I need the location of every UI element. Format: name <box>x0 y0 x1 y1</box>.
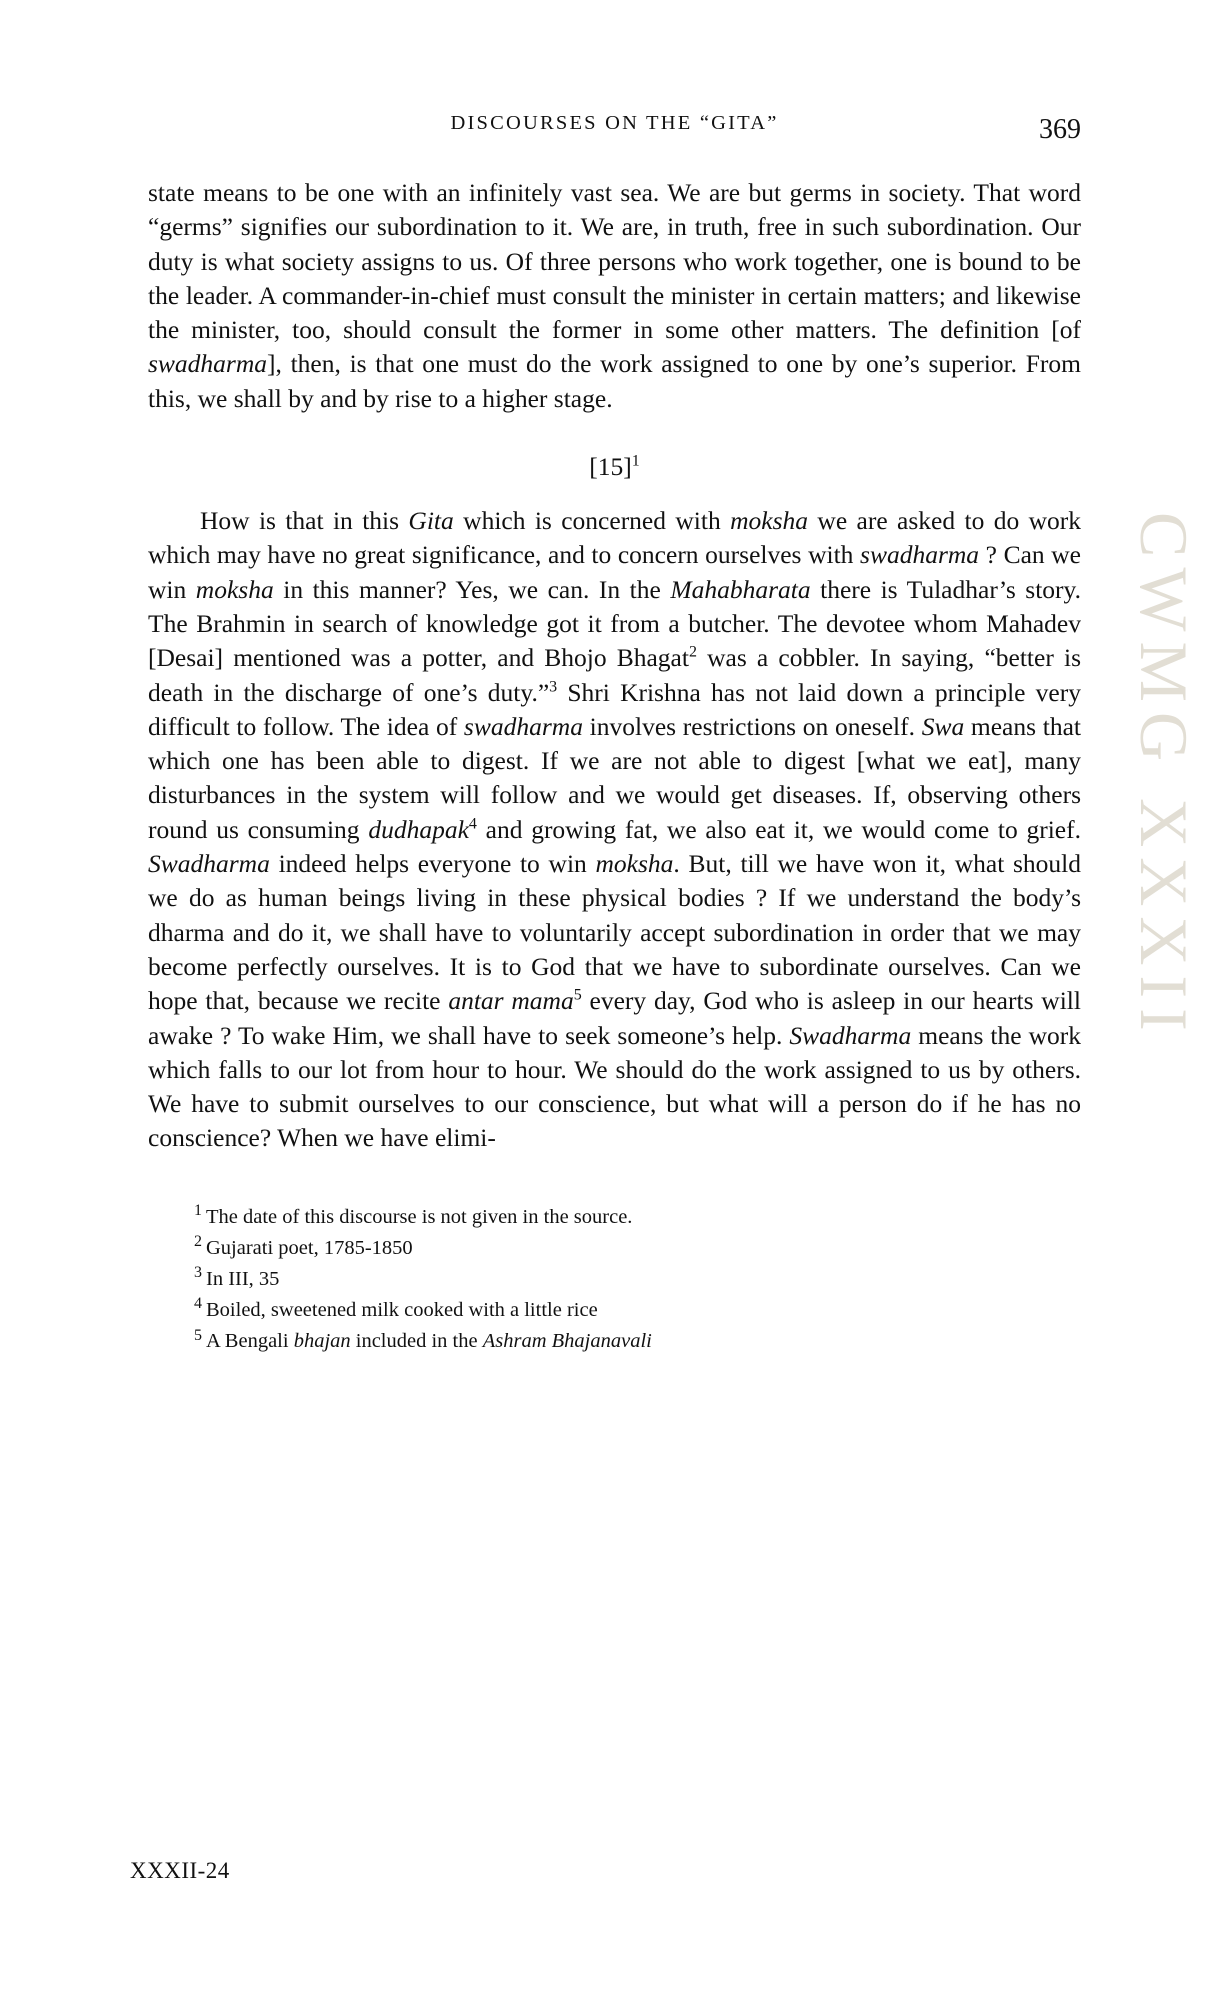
term-dudhapak: dudhapak <box>368 814 469 844</box>
footnote-5-title: Ashram Bhajanavali <box>482 1330 652 1353</box>
main-t8: Shri Krishna has not laid down a principle very difficult to follow. The idea of <box>148 677 1081 741</box>
main-t1: How is that in this <box>200 506 409 536</box>
term-moksha-3: moksha <box>595 849 674 879</box>
paragraph-continued-part1: state means to be one with an infinitely vast sea. We are but germs in society. That word “germs” signifies our subordination to it. We are, in truth, free in such subordination. Our duty is what society assigns to us. Of three persons who work together, one is bound to be the leader. A commander-in-chief must consult the minister in certain matters; and likewise the minister, too, should consult the former in some other matters. The definition [of <box>148 178 1081 345</box>
watermark-text: CWMG XXXII <box>1126 512 1202 1041</box>
running-head <box>148 112 1081 145</box>
term-swadharma: swadharma <box>148 349 268 379</box>
main-t2: which is concerned with <box>453 506 731 536</box>
footnote-5-number: 5 <box>194 1326 202 1344</box>
document-page <box>0 112 1229 2002</box>
footnote-ref-3: 3 <box>549 678 558 696</box>
term-swadharma-2: swadharma <box>463 711 583 741</box>
term-swadharma-4: Swadharma <box>789 1020 912 1050</box>
footnote-4 <box>194 1295 1081 1326</box>
footnote-2 <box>194 1233 1081 1264</box>
main-t11: and growing fat, we also eat it, we would come to grief. <box>476 814 1081 844</box>
footnote-5-mid: included in the <box>350 1330 483 1353</box>
footnote-3-number: 3 <box>194 1264 202 1282</box>
footnote-5-term-bhajan: bhajan <box>293 1330 351 1353</box>
section-footnote-marker: 1 <box>631 452 640 470</box>
term-moksha-2: moksha <box>195 574 274 604</box>
main-t12: indeed helps everyone to win <box>269 849 596 879</box>
main-t13: . But, till we have won it, what should we do as human beings living in these physical bodies ? If we understand the body’s dharma and do it, we shall have to voluntarily accept subordination in order that we may become perfectly ourselves. It is to God that we have to subordinate ourselves. Can we hope that, because we recite <box>148 849 1082 1016</box>
main-t6: there is Tuladhar’s story. The Brahmin in search of knowledge got it from a butcher. The devotee whom Mahadev [Desai] mentioned was a potter, and Bhojo Bhagat <box>148 574 1082 673</box>
term-swadharma-3: Swadharma <box>148 849 270 879</box>
title-mahabharata: Mahabharata <box>670 574 811 604</box>
main-t5: in this manner? Yes, we can. In the <box>273 574 671 604</box>
term-swadharma-1: swadharma <box>860 540 980 570</box>
footnote-2-text: Gujarati poet, 1785-1850 <box>206 1236 413 1259</box>
paragraph-main <box>148 504 1081 1156</box>
footnote-5-pre: A Bengali <box>206 1330 294 1353</box>
footnote-ref-2: 2 <box>688 643 697 661</box>
term-swa: Swa <box>921 711 965 741</box>
volume-folio: XXXII-24 <box>130 1858 230 1883</box>
main-t7: was a cobbler. In saying, “better is death in the discharge of one’s duty.” <box>148 643 1081 707</box>
footnote-3 <box>194 1264 1081 1295</box>
footnote-ref-4: 4 <box>468 815 477 833</box>
term-moksha-1: moksha <box>730 506 809 536</box>
paragraph-continued-part2: ], then, is that one must do the work assigned to one by one’s superior. From this, we shall by and by rise to a higher stage. <box>148 349 1081 413</box>
footnotes-block <box>148 1202 1081 1358</box>
footnote-4-text: Boiled, sweetened milk cooked with a little rice <box>206 1299 598 1322</box>
footnote-2-number: 2 <box>194 1233 202 1251</box>
section-number <box>148 452 1081 482</box>
footnote-1 <box>194 1202 1081 1233</box>
term-antar-mama: antar mama <box>448 986 574 1016</box>
footnote-1-number: 1 <box>194 1201 202 1219</box>
footnote-1-text: The date of this discourse is not given in the source. <box>206 1205 633 1228</box>
title-gita: Gita <box>408 506 454 536</box>
running-head-title: DISCOURSES ON THE “GITA” <box>450 112 779 134</box>
main-t15: means the work which falls to our lot from hour to hour. We should do the work assigned to us by others. We have to submit ourselves to our conscience, but what will a person do if he has no conscience? When we have elimi- <box>148 1020 1081 1153</box>
main-t3: we are asked to do work which may have no great significance, and to concern ourselves with <box>148 506 1081 570</box>
footnote-3-text: In III, 35 <box>206 1268 280 1291</box>
footnote-5 <box>194 1326 1081 1357</box>
footnote-ref-5: 5 <box>573 986 582 1004</box>
paragraph-continued <box>148 176 1081 416</box>
page-number: 369 <box>1039 114 1081 145</box>
main-t10: means that which one has been able to digest. If we are not able to digest [what we eat], many disturbances in the system will follow and we would get diseases. If, observing others round us consuming <box>148 711 1081 844</box>
footnote-4-number: 4 <box>194 1295 202 1313</box>
page-content <box>0 112 1229 1358</box>
section-number-label: [15] <box>589 452 632 482</box>
main-t9: involves restrictions on oneself. <box>582 711 922 741</box>
main-t14: every day, God who is asleep in our hearts will awake ? To wake Him, we shall have to seek someone’s help. <box>148 986 1081 1050</box>
main-t4: ? Can we win <box>148 540 1081 604</box>
